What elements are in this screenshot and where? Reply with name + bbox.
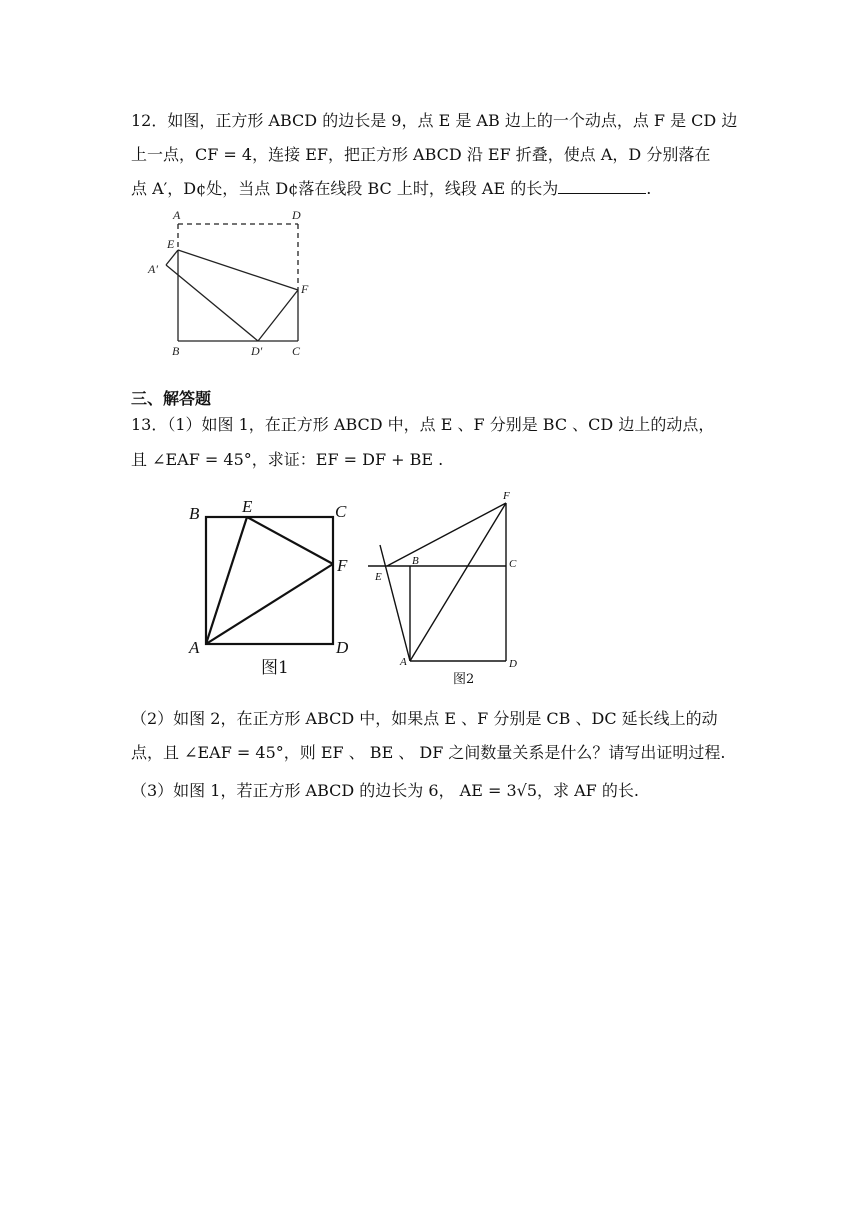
- fig1-label-a: A: [189, 638, 200, 657]
- q13-line-2: 且 ∠EAF = 45°，求证：EF = DF + BE .: [131, 450, 444, 469]
- q12-fold-ef: [178, 250, 298, 290]
- fig1-label-b: B: [189, 504, 200, 523]
- fig2-line-af: [410, 503, 506, 661]
- fig2-line-ae: [380, 545, 410, 661]
- q12-line-3-end: .: [646, 179, 652, 198]
- fig1-label-d: D: [336, 638, 349, 657]
- fig1-line-af: [206, 564, 333, 644]
- q13-line-1: 13．（1）如图 1，在正方形 ABCD 中，点 E 、F 分别是 BC 、CD 边上的动点，: [131, 415, 715, 434]
- section-title: 三、解答题: [131, 389, 212, 408]
- q12-label-d1: D′: [251, 344, 263, 358]
- q12-label-e: E: [167, 237, 175, 251]
- q12-label-d: D: [292, 208, 301, 222]
- q12-label-c: C: [292, 344, 301, 358]
- fig1-line-ef: [247, 517, 333, 564]
- q13-part2-line-2: 点，且 ∠EAF = 45°，则 EF 、 BE 、 DF 之间数量关系是什么？请写出证明过程.: [131, 743, 726, 762]
- fig1-square: [206, 517, 333, 644]
- fig2-label-b: B: [412, 555, 419, 567]
- fig1-label-f: F: [337, 556, 348, 575]
- q12-line-2: 上一点，CF = 4，连接 EF，把正方形 ABCD 沿 EF 折叠，使点 A，D 分别落在: [131, 145, 711, 164]
- q12-label-a1: A′: [148, 262, 158, 276]
- q12-edge-d1f: [258, 290, 298, 341]
- fig1-caption: 图1: [261, 658, 289, 678]
- q13-part2-line-1: （2）如图 2，在正方形 ABCD 中，如果点 E 、F 分别是 CB 、DC 延长线上的动: [131, 709, 718, 728]
- answer-blank: [558, 179, 646, 194]
- fig1-label-c: C: [335, 502, 347, 521]
- fig2-line-ef: [387, 503, 506, 566]
- q12-label-f: F: [301, 282, 309, 296]
- q12-label-b: B: [172, 344, 180, 358]
- fig2-label-f: F: [503, 490, 510, 502]
- fig2-label-d: D: [509, 658, 517, 670]
- q12-line-3-text: 点 A′，D¢处，当点 D¢落在线段 BC 上时，线段 AE 的长为: [131, 179, 559, 198]
- fig2-caption: 图2: [453, 672, 475, 687]
- q12-label-a: A: [173, 208, 181, 222]
- fig1-line-ae: [206, 517, 247, 644]
- q12-edge-ea1: [166, 250, 178, 265]
- fig2-label-e: E: [375, 571, 382, 583]
- fig2-label-c: C: [509, 558, 517, 570]
- q12-line-3: [131, 178, 651, 200]
- fig2-label-a: A: [400, 656, 407, 668]
- fig1-label-e: E: [242, 497, 253, 516]
- q12-line-1: 12．如图，正方形 ABCD 的边长是 9，点 E 是 AB 边上的一个动点，点 F 是 CD 边: [131, 111, 738, 130]
- q13-part3-line: （3）如图 1，若正方形 ABCD 的边长为 6， AE = 3√5，求 AF 的长.: [131, 781, 639, 800]
- q12-edge-a1d1: [166, 265, 258, 341]
